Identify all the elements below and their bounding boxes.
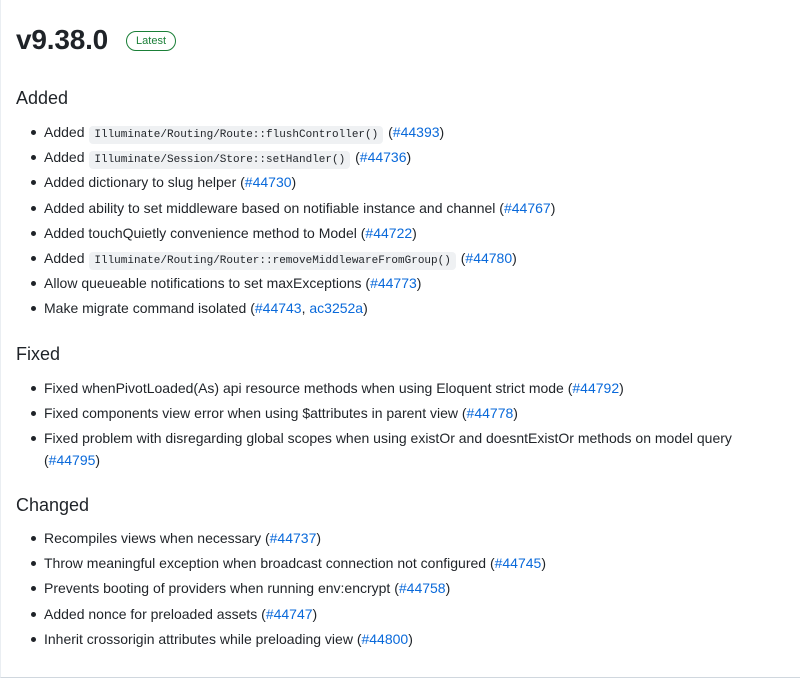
issue-link[interactable]: #44780 [465, 249, 513, 266]
bullet-icon [31, 637, 36, 642]
item-text: , [301, 300, 310, 317]
item-text: ( [351, 149, 360, 166]
item-text: ) [445, 580, 451, 597]
bullet-icon [31, 386, 36, 391]
item-text: Prevents booting of providers when running env:encrypt ( [44, 580, 399, 597]
item-text: ) [412, 224, 417, 241]
item-text: Allow queueable notifications to set maxExceptions ( [44, 275, 371, 292]
item-text: ( [384, 124, 393, 140]
item-text: ) [363, 300, 368, 317]
added-list [16, 121, 786, 323]
section-fixed [16, 343, 786, 471]
issue-link[interactable]: #44722 [365, 224, 413, 241]
list-item [16, 527, 786, 552]
list-item [16, 628, 786, 653]
section-changed [16, 494, 786, 653]
item-text: ) [95, 452, 101, 469]
item-text: ) [619, 380, 624, 396]
item-text: ) [416, 275, 422, 292]
item-text: Fixed components view error when using $attributes in parent view ( [44, 405, 467, 422]
issue-link[interactable]: #44747 [265, 605, 313, 622]
list-item [16, 197, 786, 222]
section-heading-changed: Changed [16, 495, 90, 515]
bullet-icon [31, 612, 36, 617]
fixed-list [16, 377, 786, 471]
list-item [16, 377, 786, 402]
item-text: ) [291, 174, 297, 191]
issue-link[interactable]: #44730 [244, 174, 292, 191]
item-text: ) [316, 530, 322, 546]
inline-code: Illuminate/Session/Store::setHandler() [89, 151, 350, 169]
inline-code: Illuminate/Routing/Route::flushController() [89, 126, 383, 144]
bullet-icon [31, 155, 36, 160]
item-text: Recompiles views when necessary ( [44, 530, 270, 546]
section-heading-fixed: Fixed [16, 344, 61, 364]
issue-link[interactable]: #44393 [392, 124, 440, 140]
item-text: Fixed problem with disregarding global scopes when using existOr and doesntExistOr methods on model query ( [44, 430, 732, 469]
release-header [16, 22, 176, 58]
latest-badge: Latest [126, 31, 176, 51]
list-item [16, 427, 786, 471]
item-text: ( [456, 249, 466, 266]
issue-link[interactable]: #44792 [572, 380, 620, 396]
list-item [16, 171, 786, 196]
bullet-icon [31, 256, 36, 261]
item-text: ) [550, 199, 556, 216]
issue-link[interactable]: #44773 [370, 275, 417, 292]
inline-code: Illuminate/Routing/Router::removeMiddlewareFromGroup() [89, 252, 455, 270]
item-text: Added touchQuietly convenience method to Model ( [44, 224, 366, 241]
item-text: Added nonce for preloaded assets ( [44, 605, 266, 622]
bullet-icon [31, 281, 36, 286]
issue-link[interactable]: #44778 [466, 405, 514, 422]
bullet-icon [31, 206, 36, 211]
item-text: Added ability to set middleware based on notifiable instance and channel ( [44, 199, 504, 216]
list-item [16, 577, 786, 602]
list-item [16, 121, 786, 146]
bullet-icon [31, 586, 36, 591]
issue-link[interactable]: #44737 [269, 530, 317, 546]
item-text: Added [44, 249, 89, 266]
item-text: Added [44, 124, 89, 140]
list-item [16, 222, 786, 247]
issue-link[interactable]: #44743 [254, 300, 302, 317]
list-item [16, 272, 786, 297]
release-title[interactable]: v9.38.0 [16, 24, 109, 55]
issue-link[interactable]: #44736 [359, 149, 407, 166]
item-text: ) [312, 605, 318, 622]
item-text: Added [44, 149, 89, 166]
issue-link[interactable]: ac3252a [309, 300, 364, 317]
bullet-icon [31, 436, 36, 441]
item-text: ) [406, 149, 412, 166]
issue-link[interactable]: #44758 [398, 580, 446, 597]
item-text: ) [512, 249, 517, 266]
bullet-icon [31, 130, 36, 135]
issue-link[interactable]: #44767 [503, 199, 551, 216]
section-heading-added: Added [16, 88, 69, 108]
bullet-icon [31, 306, 36, 311]
list-item [16, 247, 786, 272]
list-item [16, 146, 786, 171]
item-text: Make migrate command isolated ( [44, 300, 255, 317]
bullet-icon [31, 536, 36, 541]
item-text: Added dictionary to slug helper ( [44, 174, 245, 191]
list-item [16, 297, 786, 322]
item-text: ) [408, 630, 413, 647]
item-text: Fixed whenPivotLoaded(As) api resource methods when using Eloquent strict mode ( [44, 380, 573, 396]
bullet-icon [31, 231, 36, 236]
item-text: ) [541, 555, 546, 572]
list-item [16, 552, 786, 577]
bullet-icon [31, 561, 36, 566]
changed-list [16, 527, 786, 653]
issue-link[interactable]: #44795 [48, 452, 96, 469]
bullet-icon [31, 180, 36, 185]
section-added [16, 87, 786, 323]
bullet-icon [31, 411, 36, 416]
item-text: Throw meaningful exception when broadcast connection not configured ( [44, 555, 495, 572]
list-item [16, 603, 786, 628]
issue-link[interactable]: #44800 [361, 630, 409, 647]
issue-link[interactable]: #44745 [494, 555, 542, 572]
list-item [16, 402, 786, 427]
item-text: Inherit crossorigin attributes while preloading view ( [44, 630, 362, 647]
item-text: ) [439, 124, 445, 140]
item-text: ) [513, 405, 518, 422]
